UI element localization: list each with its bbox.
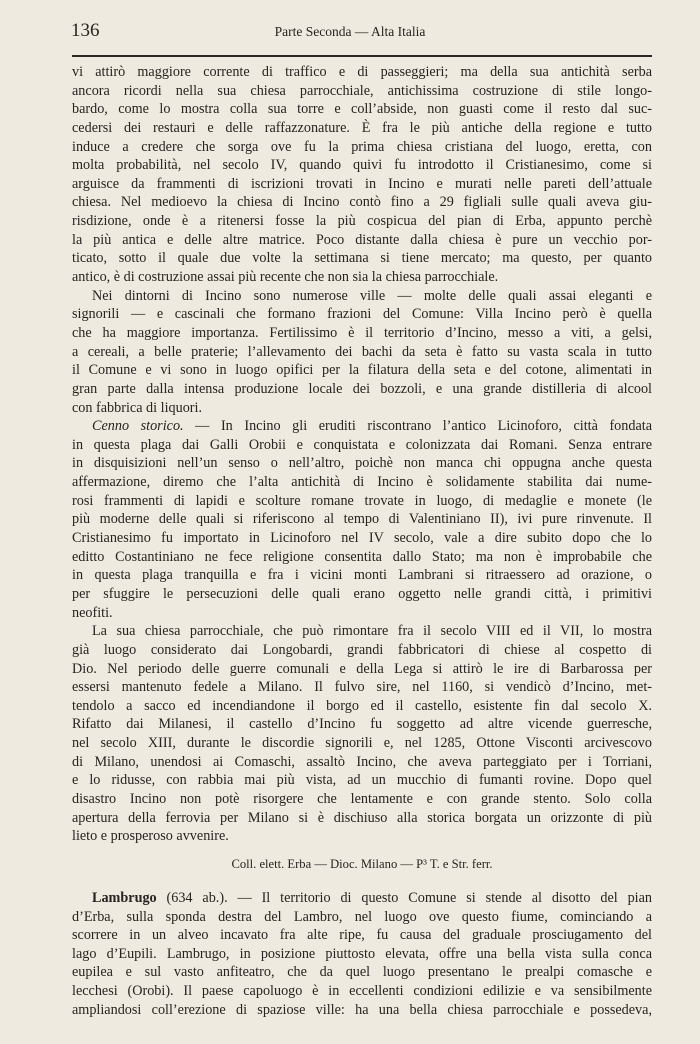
header-rule (72, 55, 652, 57)
text-line (72, 417, 652, 436)
line-text: — In Incino gli eruditi riscontrano l’antico Licinoforo, città fondata (183, 418, 652, 435)
paragraph (72, 63, 652, 287)
text-line: antico, è di costruzione assai più recente che non sia la chiesa parrocchiale. (72, 269, 499, 286)
page-number: 136 (71, 20, 100, 41)
text-line: molta probabilità, nel secolo IV, quando quivi fu introdotto il Cristianesimo, come si (72, 157, 652, 174)
paragraph (72, 287, 652, 417)
text-line: d’Erba, sulla sponda destra del Lambro, nel luogo ove questo fiume, cominciando a (72, 908, 652, 925)
text-line: signorili — e cascinali che formano frazioni del Comune: Villa Incino però è quella (72, 306, 652, 323)
text-line: vi attirò maggiore corrente di traffico e di passeggieri; ma della sua antichità serba (72, 64, 652, 80)
text-line: lieto e prosperoso avvenire. (72, 828, 229, 845)
text-line: la più antica e delle altre matrice. Poco distante dalla chiesa è pure un vecchio por- (72, 231, 652, 248)
text-line: ancora ricordi nella sua chiesa parrocchiale, antichissima costruzione di stile longo- (72, 82, 652, 99)
line-text: (634 ab.). — Il territorio di questo Comune si stende al disotto del pian (156, 889, 652, 906)
text-line: affermazione, diremo che l’alta antichità di Incino è solidamente stabilita dai nume- (72, 474, 652, 491)
paragraph (72, 622, 652, 846)
paragraph-lead: Lambrugo (92, 889, 157, 906)
paragraph (72, 889, 652, 1019)
paragraph-lead: Cenno storico. (92, 418, 184, 435)
text-line: Cristianesimo fu importato in Licinoforo nel IV secolo, vale a dire subito dopo che lo (72, 530, 652, 547)
text-line: ampliandosi coll’erezione di spaziose ville: ha una bella chiesa parrocchiale e possedeva, (72, 1001, 652, 1018)
text-line: lago d’Eupili. Lambrugo, in posizione piuttosto elevata, offre una bella vista sulla conca (72, 945, 652, 962)
text-line: bardo, come lo mostra colla sua torre e coll’abside, non guasti come il resto dal suc- (72, 101, 652, 118)
text-line: in questa plaga tranquilla e fra i vicini monti Lambrani si ritraessero ad orazione, o (72, 567, 652, 584)
text-line: neofiti. (72, 604, 113, 621)
text-line: Dio. Nel periodo delle guerre comunali e della Lega si attirò le ire di Barbarossa per (72, 660, 652, 677)
text-line: gran parte dalla intensa produzione locale dei bozzoli, e una grande distilleria di alcool (72, 380, 652, 397)
text-line: risdizione, onde è a ritenersi fosse la più cospicua del pian di Erba, appunto perchè (72, 213, 652, 230)
text-line: il Comune e vi sono in luogo opifici per la filatura della seta e del cotone, alimentati in (72, 362, 652, 379)
text-column (72, 63, 652, 1019)
paragraph (72, 417, 652, 622)
text-line: essersi mantenuto fedele a Milano. Il fulvo sire, nel 1160, si vendicò d’Incino, met- (72, 679, 652, 696)
text-line: eupilea e sul vasto anfiteatro, che da quel luogo presentano le prealpi comasche e (72, 964, 652, 981)
text-line: già luogo considerato dai Longobardi, grandi fabbricatori di chiese al cospetto di (72, 641, 652, 658)
text-line: induce a credere che sorga ove fu la prima chiesa cristiana del luogo, eretta, con (72, 138, 652, 155)
text-line: ticato, sotto il quale due volte la settimana si tiene mercato; ma questo, per quanto (72, 250, 652, 267)
text-line: in questa plaga dai Galli Orobii e conquistata e colonizzata dai Romani. Senza entrare (72, 436, 652, 453)
text-line: che ha maggiore importanza. Fertilissimo è il territorio d’Incino, messo a viti, a gelsi, (72, 324, 652, 341)
text-line: chiesa. Nel medioevo la chiesa di Incino contò fino a 29 figliali sulle quali aveva giu- (72, 194, 652, 211)
text-line: in disquisizioni nell’un senso o nell’altro, poichè non manca chi oppugna anche questa (72, 455, 652, 472)
text-line: tendolo a sacco ed incendiandone il borgo ed il castello, esistente fin dal secolo X. (72, 697, 652, 714)
text-line: Nei dintorni di Incino sono numerose ville — molte delle quali assai eleganti e (92, 287, 652, 304)
text-line: Rifatto dai Milanesi, il castello d’Incino fu soggetto ad altre vicende guerresche, (72, 716, 652, 733)
text-line: La sua chiesa parrocchiale, che può rimontare fra il secolo VIII ed il VII, lo mostra (92, 623, 652, 640)
text-line: e lo ridusse, con rabbia mai più vista, ad un mucchio di fumanti rovine. Dopo quel (72, 772, 652, 789)
text-line (72, 889, 652, 908)
text-line: apertura della ferrovia per Milano si è dischiuso alla storica borgata un orizzonte di più (72, 809, 652, 826)
text-line: rosi frammenti di lapidi e scolture romane trovate in luogo, di medaglie e monete (le (72, 492, 652, 509)
text-line: scorrere in un alveo incavato fra alte ripe, fu causa del graduale prosciugamento del (72, 927, 652, 944)
electoral-note: Coll. elett. Erba — Dioc. Milano — P³ T. e Str. ferr. (231, 856, 493, 871)
text-line: editto Costantiniano ne fece religione consentita dallo Stato; ma non è improbabile che (72, 548, 652, 565)
text-line: a cereali, a belle praterie; l’allevamento dei bachi da seta è fatto su vasta scala in tutto (72, 343, 652, 360)
text-line: disastro Incino non potè risorgere che lentamente e con grande stento. Solo colla (72, 790, 652, 807)
text-line: nel secolo XIII, durante le discordie signorili e, nel 1285, Ottone Visconti arcivescovo (72, 735, 652, 752)
text-line: più moderne delle quali si riferiscono al tempo di Valentiniano II), ivi pure rinvenute. Il (72, 511, 652, 528)
text-line: con fabbrica di liquori. (72, 399, 203, 416)
text-line: cedersi dei restauri e delle raffazzonature. È fra le più antiche della regione e tutto (72, 119, 652, 136)
text-line: per sfuggire le persecuzioni delle quali erano oggetto nelle grandi città, i primitivi (72, 585, 652, 602)
text-line: lecchesi (Orobi). Il paese capoluogo è in eccellenti condizioni edilizie e va sensibilmente (72, 983, 652, 1000)
running-header-title: Parte Seconda — Alta Italia (274, 24, 426, 39)
text-line: di Milano, unendosi ai Comaschi, assaltò Incino, che aveva parteggiato per i Torriani, (72, 753, 652, 770)
text-line: arguisce da frammenti di iscrizioni trovati in Incino e murati nelle pareti dell’attuale (72, 175, 652, 192)
